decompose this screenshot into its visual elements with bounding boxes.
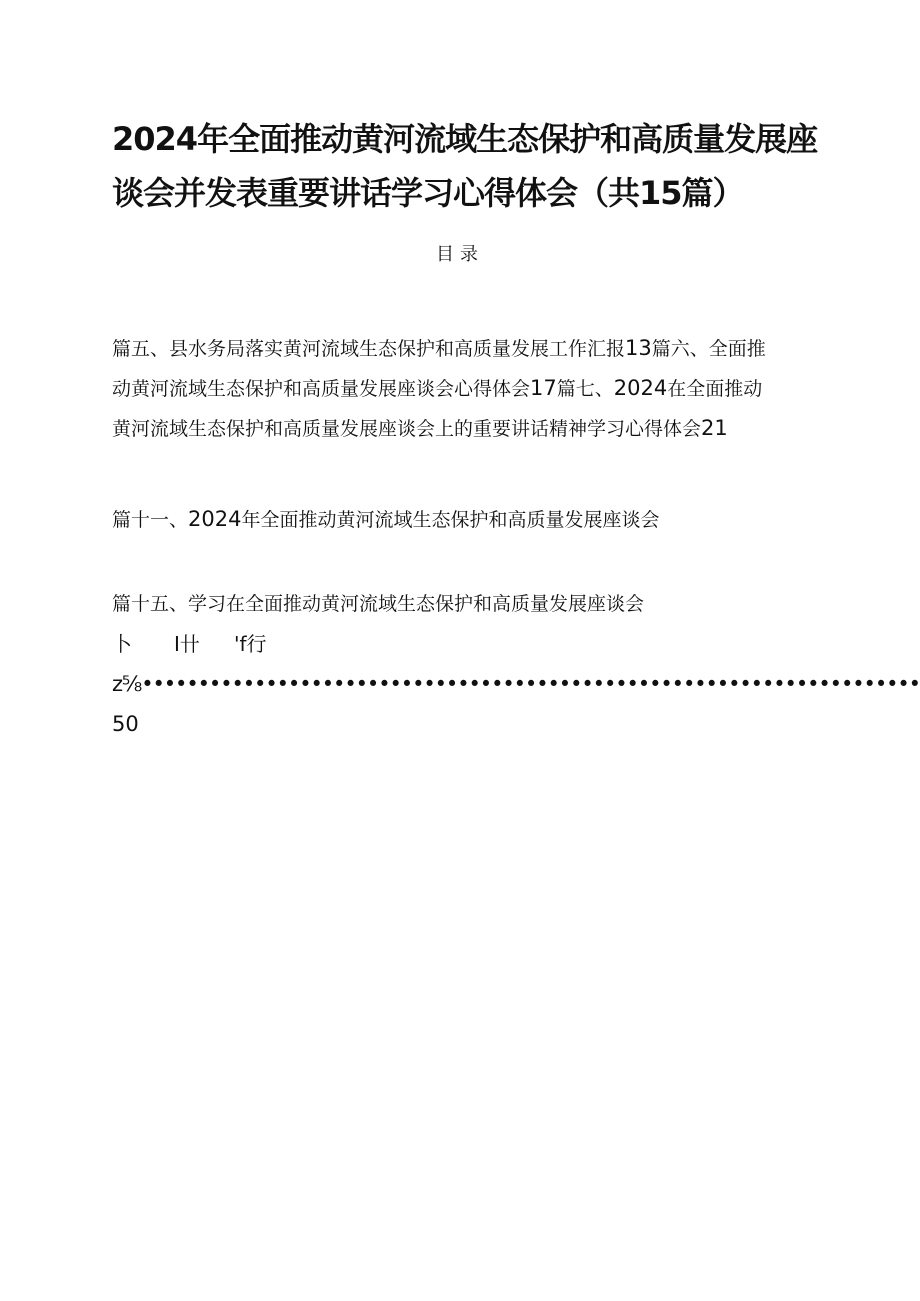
toc-page-number: 21	[701, 416, 728, 440]
toc-year: 2024	[613, 376, 668, 400]
toc-entry-group	[112, 329, 852, 449]
toc-entry-text: 年全面推动黄河流域生态保护和高质量发展座谈会	[241, 509, 660, 531]
toc-entry-text: 篇六、全面推	[651, 338, 766, 360]
toc-entry-text: 在全面推动	[667, 378, 763, 400]
garbled-fragment: 'f行	[234, 632, 267, 656]
toc-entry	[112, 585, 852, 624]
toc-entry-text: 动黄河流域生态保护和高质量发展座谈会心得体会	[112, 378, 531, 400]
toc-page-number: 13	[625, 336, 652, 360]
garbled-fragment: I卄	[174, 632, 200, 656]
leader-prefix: z⅝	[112, 672, 142, 696]
toc-page-number: 50	[112, 712, 139, 736]
toc-line	[112, 369, 852, 409]
toc-entry-text: 篇七、	[556, 378, 614, 400]
toc-line	[112, 329, 852, 369]
toc-year: 2024	[188, 507, 242, 531]
title-line-1: 2024年全面推动黄河流域生态保护和高质量发展座	[112, 120, 818, 158]
toc-entry-text: 篇十五、学习在全面推动黄河流域生态保护和高质量发展座谈会	[112, 593, 645, 615]
toc-entry-text: 篇五、县水务局落实黄河流域生态保护和高质量发展工作汇报	[112, 338, 626, 360]
toc-entry	[112, 500, 852, 540]
toc-entry-text: 黄河流域生态保护和高质量发展座谈会上的重要讲话精神学习心得体会	[112, 418, 702, 440]
toc-line	[112, 409, 852, 449]
garbled-text-line	[112, 628, 412, 662]
leader-dots: •••••••••••••••••••••••••••••••••••••••••••••••••••••••••••••••••••••	[141, 672, 920, 696]
toc-heading: 目录	[436, 244, 484, 265]
toc-dot-leader	[112, 672, 920, 706]
title-line-2: 谈会并发表重要讲话学习心得体会（共15篇）	[112, 174, 744, 212]
toc-entry-prefix: 篇十一、	[112, 509, 189, 531]
garbled-fragment: 卜	[112, 632, 132, 656]
toc-page-number: 17	[530, 376, 557, 400]
document-title	[112, 112, 842, 220]
